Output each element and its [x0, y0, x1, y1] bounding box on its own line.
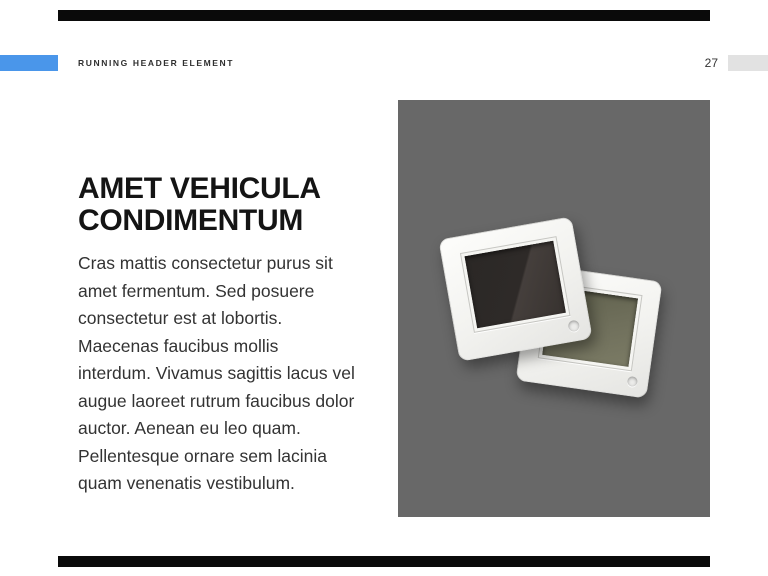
slide-body-text: Cras mattis consectetur purus sit amet fermentum. Sed posuere consectetur est at lobortis. Maecenas faucibus mollis interdum. Vivamus sagittis lacus vel augue laoreet rutrum faucibus dolor auctor. Aenean eu leo quam. Pellentesque ornare sem lacinia quam venenatis vestibulum.: [78, 253, 355, 493]
photo-slide-front-window: [460, 236, 571, 333]
photo-slides-icon: [398, 100, 710, 517]
top-rule-bar: [58, 10, 710, 21]
slide-title: [78, 173, 368, 237]
photo-slide-back-dot: [627, 376, 638, 387]
photo-slide-front: [438, 216, 592, 362]
slide-title-line1: AMET VEHICULA: [78, 172, 321, 205]
image-placeholder-panel: [398, 100, 710, 517]
photo-slide-front-dot: [567, 320, 580, 333]
bottom-rule-bar: [58, 556, 710, 567]
photo-slide-front-photo: [465, 241, 566, 329]
page-corner-swatch: [728, 55, 768, 71]
header-accent-swatch: [0, 55, 58, 71]
page-number: 27: [704, 56, 718, 70]
slide-title-line2: CONDIMENTUM: [78, 204, 304, 237]
running-header-label: RUNNING HEADER ELEMENT: [78, 58, 235, 68]
